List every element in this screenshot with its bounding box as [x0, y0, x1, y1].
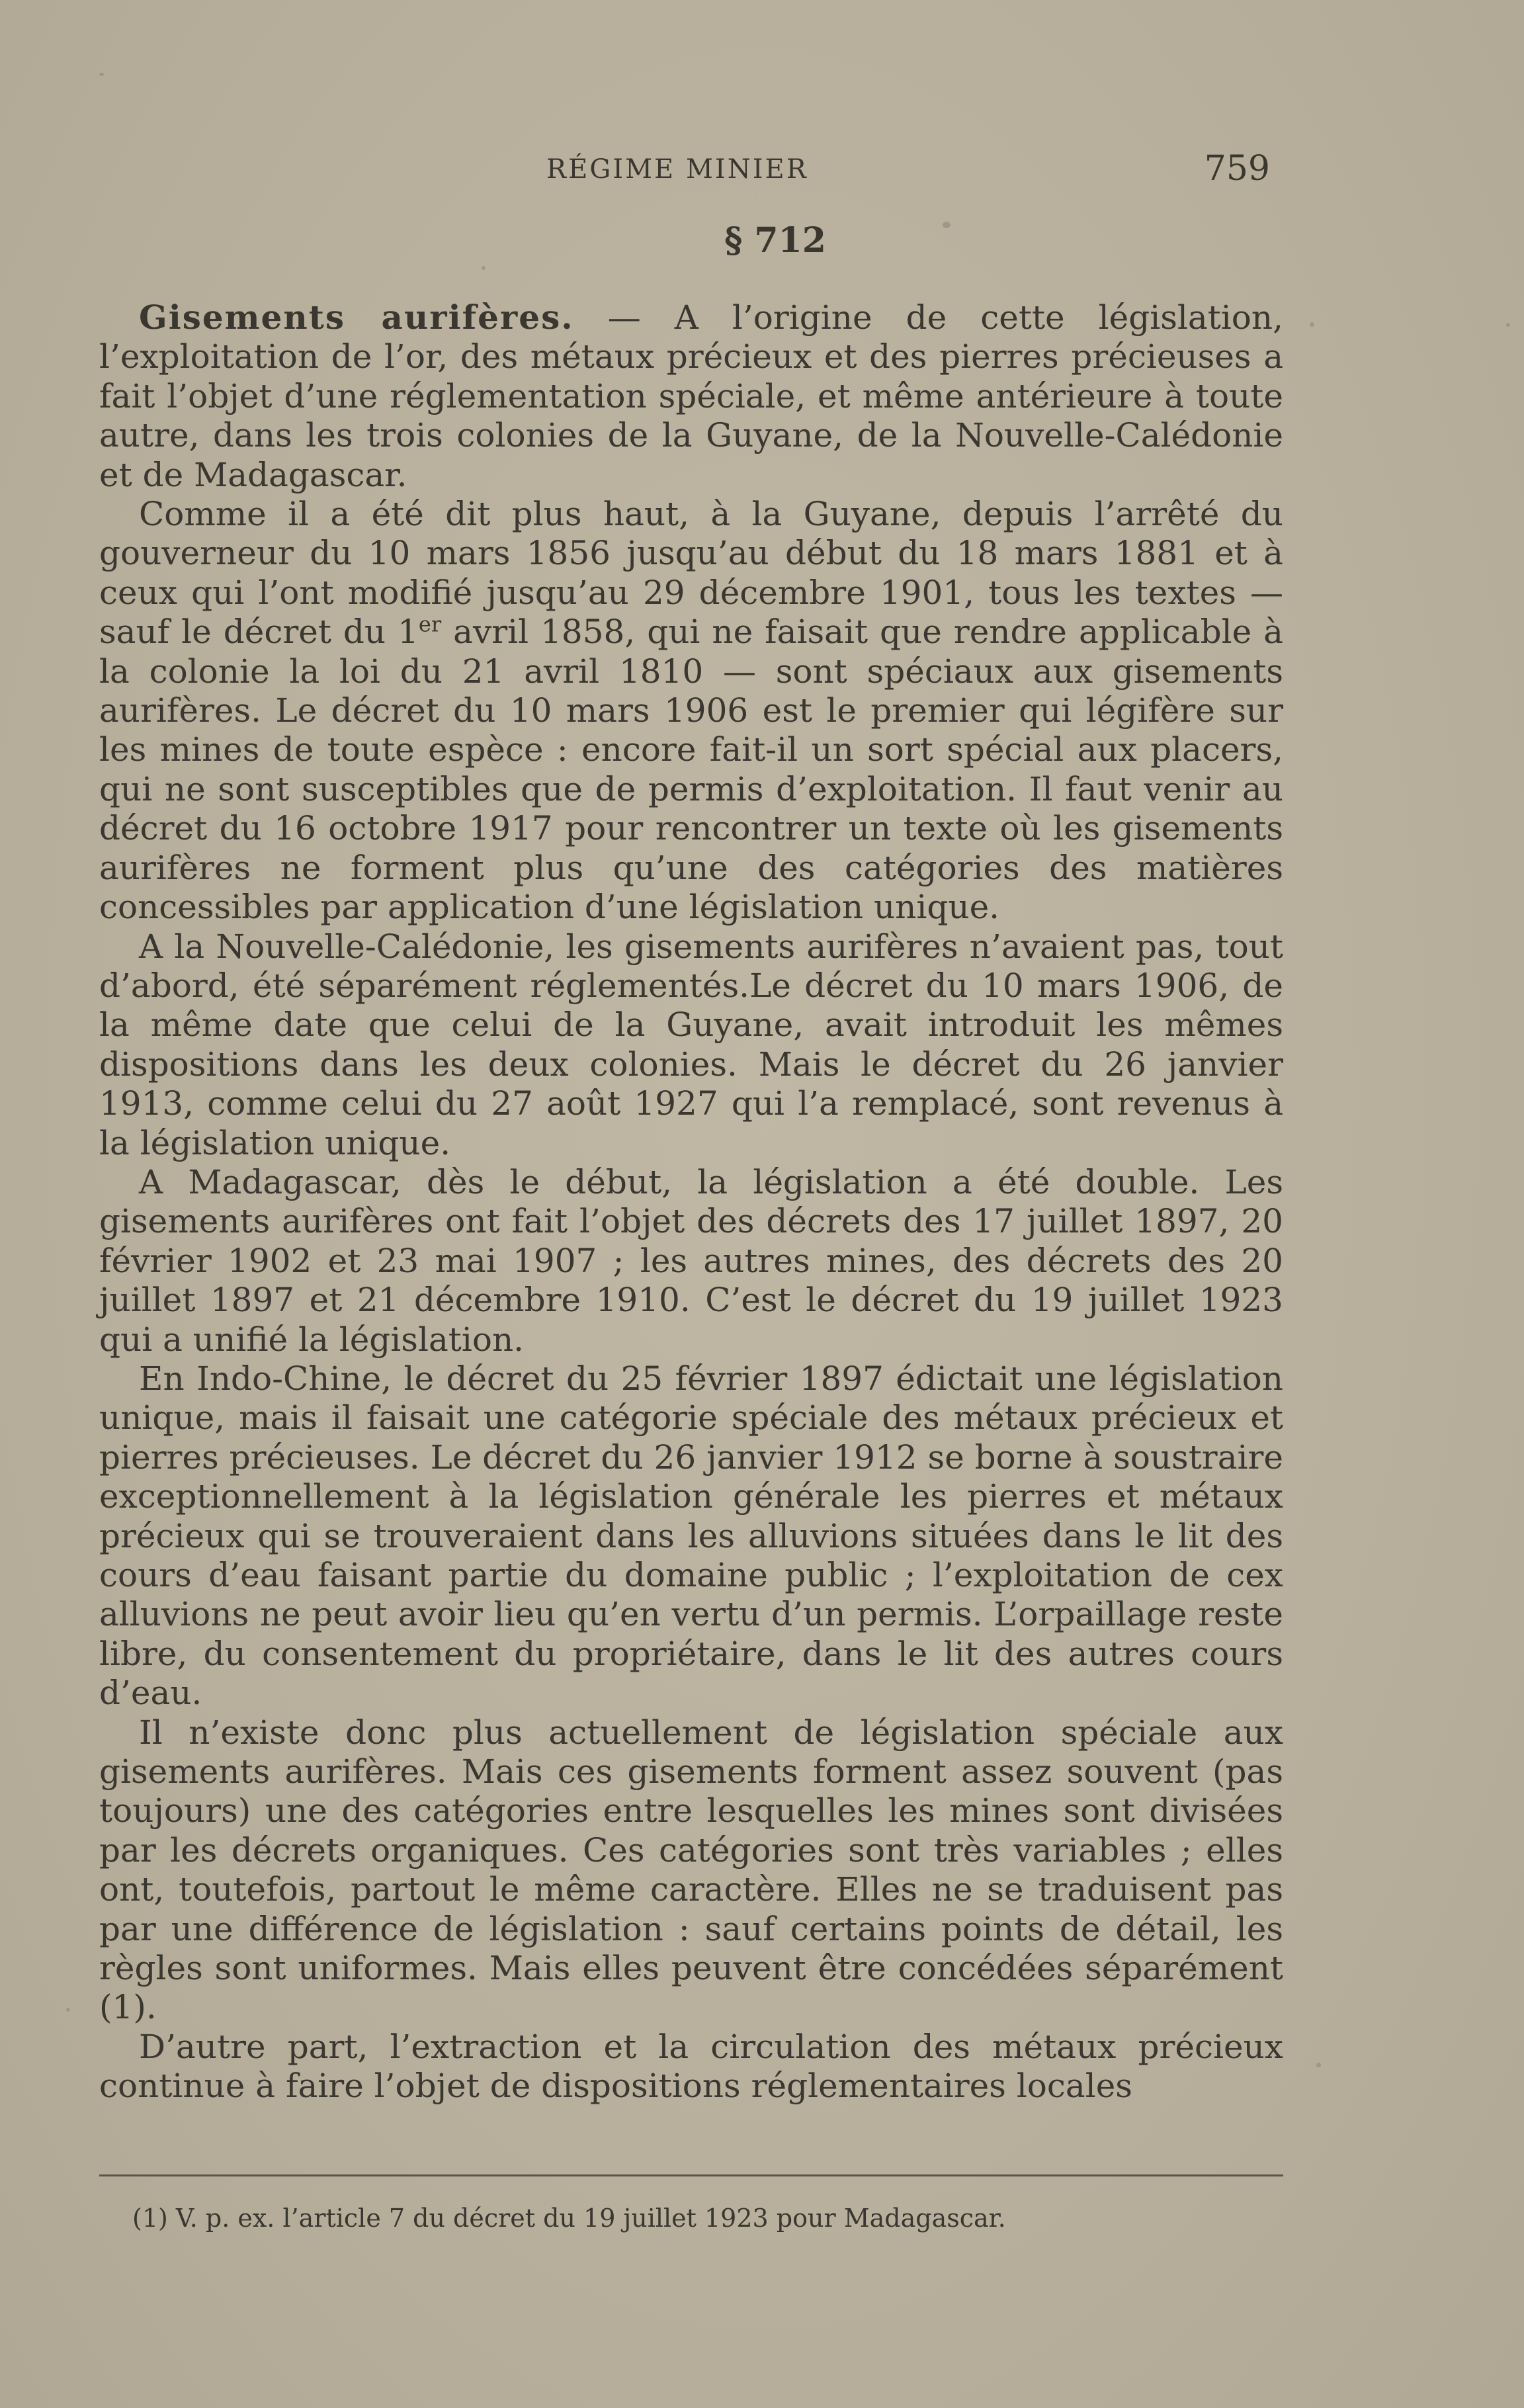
- paragraph-conclusion: Il n’existe donc plus actuellement de législation spéciale aux gisements aurifères. Mais ces gisements forment assez souvent (pas toujours) une des catégories entre lesquelles les mines sont divisées par les décrets organiques. Ces catégories sont très variables ; elles ont, toutefois, partout le même caractère. Elles ne se traduisent pas par une différence de législation : sauf certains points de détail, les règles sont uniformes. Mais elles peuvent être concédées séparément (1).: [99, 1713, 1283, 2027]
- paper-speck: [66, 2008, 70, 2012]
- paragraph-guyane: [99, 495, 1283, 927]
- paragraph-dautre-part: D’autre part, l’extraction et la circulation des métaux précieux continue à faire l’objet de dispositions réglementaires locales: [99, 2027, 1283, 2106]
- paragraph-gisements-auriferes: [99, 298, 1283, 495]
- paragraph-indo-chine: En Indo-Chine, le décret du 25 février 1897 édictait une législation unique, mais il faisait une catégorie spéciale des métaux précieux et pierres précieuses. Le décret du 26 janvier 1912 se borne à soustraire exceptionnellement à la législation générale les pierres et métaux précieux qui se trouveraient dans les alluvions situées dans le lit des cours d’eau faisant partie du domaine public ; l’exploitation de cex alluvions ne peut avoir lieu qu’en vertu d’un permis. L’orpaillage reste libre, du consentement du propriétaire, dans le lit des autres cours d’eau.: [99, 1359, 1283, 1713]
- paper-speck: [99, 73, 104, 76]
- footnote: (1) V. p. ex. l’article 7 du décret du 19 juillet 1923 pour Madagascar.: [132, 2204, 1006, 2233]
- running-title: RÉGIME MINIER: [546, 154, 808, 185]
- paper-speck: [1316, 2063, 1321, 2067]
- paper-speck: [482, 266, 486, 270]
- paragraph-text: — A l’origine de cette législation, l’exploitation de l’or, des métaux précieux et des pierres précieuses a fait l’objet d’une réglementation spéciale, et même antérieure à toute autre, dans les trois colonies de la Guyane, de la Nouvelle-Calédonie et de Madagascar.: [99, 298, 1283, 494]
- page-number: 759: [1204, 149, 1270, 189]
- paper-speck: [1310, 322, 1314, 327]
- superscript-er: er: [418, 611, 442, 637]
- paragraph-text-part1: Comme il a été dit plus haut, à la Guyane, depuis l’arrêté du gouverneur du 10 mars 1856 jusqu’au début du 18 mars 1881 et à ceux qui l’ont modifié jusqu’au 29 décembre 1901, tous les textes — sauf le décret du 1: [99, 495, 1283, 652]
- running-head: [99, 149, 1283, 189]
- paragraph-lead-heading: Gisements aurifères.: [139, 298, 574, 337]
- body-text: [99, 298, 1283, 2106]
- paragraph-madagascar: A Madagascar, dès le début, la législation a été double. Les gisements aurifères ont fait l’objet des décrets des 17 juillet 1897, 20 février 1902 et 23 mai 1907 ; les autres mines, des décrets des 20 juillet 1897 et 21 décembre 1910. C’est le décret du 19 juillet 1923 qui a unifié la législation.: [99, 1162, 1283, 1359]
- paragraph-nouvelle-caledonie: A la Nouvelle-Calédonie, les gisements aurifères n’avaient pas, tout d’abord, été séparément réglementés.Le décret du 10 mars 1906, de la même date que celui de la Guyane, avait introduit les mêmes dispositions dans les deux colonies. Mais le décret du 26 janvier 1913, comme celui du 27 août 1927 qui l’a remplacé, sont revenus à la législation unique.: [99, 927, 1283, 1162]
- paragraph-text-part2: avril 1858, qui ne faisait que rendre applicable à la colonie la loi du 21 avril 1810 — sont spéciaux aux gisements aurifères. Le décret du 10 mars 1906 est le premier qui légifère sur les mines de toute espèce : encore fait-il un sort spécial aux placers, qui ne sont susceptibles que de permis d’exploitation. Il faut venir au décret du 16 octobre 1917 pour rencontrer un texte où les gisements aurifères ne forment plus qu’une des catégories des matières concessibles par application d’une législation unique.: [99, 613, 1283, 927]
- paper-speck: [943, 222, 951, 228]
- footnote-divider: [99, 2174, 1283, 2176]
- paper-speck: [1506, 323, 1510, 327]
- section-number: § 712: [724, 220, 826, 261]
